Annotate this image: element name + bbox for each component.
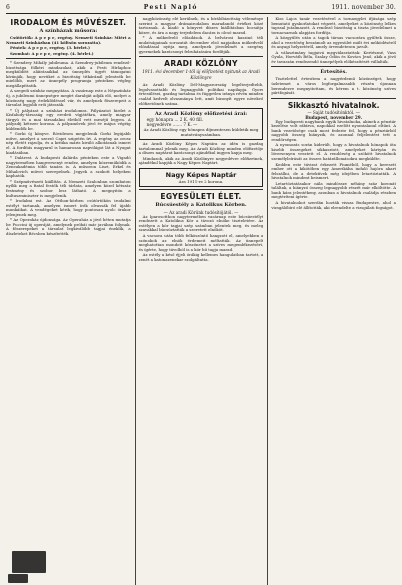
notice-text: Tisztelettel értesítem a nagyérdemű közönséget, hogy üzletemet a város legforgalmasabb részén újonnan berendezve megnyitottam, és kérem a t. közönség szíves pártfogását.	[271, 76, 397, 96]
schedule-line: Csütörtök: A p e p e, regény. Nemzeti Színház: Miért a Nemzeti Színházban (41 költsön sorozatta).	[6, 35, 131, 45]
divider	[6, 58, 131, 59]
column-right	[267, 17, 396, 585]
schedule-line: Szombat: A p e p e, regény. (4. bérlet.)	[10, 50, 94, 56]
price-text: egy hónapra ... 2 K. 40 fill.	[146, 117, 204, 123]
article-paragraph: * Dalárest. A budapesti dalárda pénteken este a Vigadó nagytermében hangversenyt rendez, amelyen közreműködik a Zeneakadémia több tanára is. A műsoron Liszt, Erkel és Mihalovich művei szerepelnek. Jegyek a szokott helyeken kaphatók.	[6, 155, 131, 179]
price-text: negyedévre ....... 7 K. —	[146, 122, 198, 128]
naptar-title: Nagy Képes Naptár	[165, 170, 237, 179]
article-paragraph: Egy budapesti nagybank egyik hivatalnoka, akinek a pénztár kezelése volt rábízva, napokkal ezelőtt nyomtalanul eltűnt. A bank vezetősége csak most fedezte fel, hogy a pénztárból nagyobb összeg hiányzik, és azonnal feljelentést tett a rendőrségen.	[271, 118, 397, 142]
article-paragraph: Az Aradi Közlöny Dél-Magyarország legelterjedtebb, legolvasottabb és legnagyobb politikai napilapja. Gyors értesülései, gazdag tartalma és független iránya révén minden család kedvelt olvasmánya lett, amit bizonyít egyre növekvő előfizetőinek száma.	[138, 82, 264, 106]
subscription-footer: Az Aradi Közlöny egy hónapra díjmentesen küldetik meg mutatványszámban.	[143, 127, 259, 138]
article-paragraph: Kiss Lajos tanár vezetésével a tornaegylet ifjúsága szép bemutató gyakorlatokat végzett, amelyeket a közönség lelkes tapssal jutalmazott. A rendező bizottság a tiszta jövedelmet a tornacsarnok alapjára fordítja.	[271, 17, 397, 35]
article-paragraph: Kedden este távirat érkezett Fiuméből, hogy a keresett ember ott a kikötőben egy Amerikába induló hajóra akart felszállni, de a detektívek még idejében letartóztatták. A hivatalnok mindent beismert.	[271, 161, 397, 181]
subscription-title: Az Aradi Közlöny előfizetési árai:	[154, 111, 248, 118]
running-header	[6, 4, 396, 14]
issue-date: 1911. november 30.	[331, 4, 396, 11]
section-title-irodalom: IRODALOM ÉS MŰVÉSZET.	[10, 18, 127, 27]
section-title-egyesuleti: EGYESÜLETI ÉLET.	[160, 191, 242, 201]
article-paragraph: Mindazok, akik az Aradi Közlönyre negyedévre előfizetnek, ajándékul kapják a Nagy Képes Naptárt.	[138, 155, 264, 166]
subsection-title-szinhazak: A színházak műsora:	[39, 28, 98, 34]
article-paragraph: Az estély a késő éjjeli órákig kellemes hangulatban tartott, a zenét a katonazenekar szolgáltatta.	[138, 252, 264, 262]
divider	[271, 66, 396, 67]
section-title-aradi-kozlony: ARADI KÖZLÖNY	[164, 59, 238, 69]
ink-blot	[12, 551, 46, 573]
sikkasztas-subtitle: — Saját tudósítónktól. —	[307, 109, 360, 115]
article-paragraph: * Új pályázat a színházi irodalomra. Pályázatot hirdet a Kisfaludy-társaság egy eredeti vígjátékra, amely magyar tárgyú és a mai társadalmi életből vett meséjű legyen. A pályadíj kétezer korona. A pályaművek jövő év május végéig küldendők be.	[6, 107, 131, 131]
article-paragraph: A hivatalnokot szerdán hozták vissza Budapestre, ahol a vizsgálóbíró elé állították, aki elrendelte a vizsgálati fogságot.	[271, 199, 397, 210]
article-paragraph: A vacsora után több felköszöntő hangzott el, amelyekben a szónokok az elnök érdemeit méltatták. Az ünnepelt meghatottan mondott köszönetet a szíves megemlékezésért, és ígérte, hogy távolból is a kör hű tagja marad.	[138, 233, 264, 252]
divider	[139, 189, 264, 190]
divider	[271, 98, 396, 99]
subscription-box	[139, 108, 264, 140]
naptar-price: Ára 1911-re 2 korona.	[178, 178, 224, 184]
schedule-line: Péntek: A p e p e, regény. (3. bérlet.)	[10, 45, 90, 51]
article-paragraph: * Szendrey Mihály jubileuma. A Szendrey-jubileum rendező-bizottsága fölkéri mindazokat, akik a Pesti Hírlaphoz megküldött aláírásaikkal az ünneplés ügyét támogatni kívánják, hogy nevüket a bizottság titkáránál jelentsék be mielőbb, mert az ünnepély programja pénteken végleg megállapíttatik.	[6, 60, 131, 88]
column-left	[6, 17, 131, 585]
article-paragraph: Az Iparosotthon nagytermében vasárnap este búcsúestélyt rendezett a Katolikus Kör a távozó elnöke tiszteletére. Az estélyen a kör tagjai szép számban jelentek meg, és meleg szavakkal búcsúztatták a szeretett elnököt.	[138, 213, 264, 233]
article-paragraph: A közgyűlés után a tagok társas vacsorára gyűltek össze, ahol a vezetőség beszámolt az egyesület múlt évi működéséről és anyagi helyzetéről, amely örvendetesen javult.	[271, 35, 397, 50]
notice-title: Értesítés.	[320, 69, 348, 76]
article-paragraph: nagyközönség elé kerülnek, és a bírálóbizottság véleménye szerint a magyar drámairodalom maradandó értékei közé tartoznak. A kiadó a könyvet díszes kiállításban bocsátja közre, és ára a nagy terjedelem dacára is olcsó marad.	[138, 17, 264, 35]
naptar-box	[139, 168, 264, 187]
egyesulet-subtitle: Búcsúestély a Katolikus Körben.	[155, 201, 247, 208]
article-paragraph: * A műkedvelő előadások. A belvárosi kaszinó téli mulatságainak sorozatát december első napjaiban műkedvelő előadással nyitja meg, amelynek jövedelmét a szegény gyermekek karácsonyi felruházására fordítják.	[138, 35, 264, 54]
article-paragraph: A nyomozás során kiderült, hogy a hivatalnok hónapok óta kisebb összegeket sikkasztott, amelyeket kártyán és lóversenyen vesztett el. A rendőrség a szökött hivatalnok személyleírását az összes határállomásokra megküldte.	[271, 142, 397, 162]
article-paragraph: Az Aradi Közlöny Képes Naptára az idén is gazdag tartalommal jelenik meg. Az Aradi Közlöny minden előfizetője a díszes naptárat karácsonyi ajándékul ingyen kapja meg.	[138, 141, 264, 156]
egyesulet-tagline: — Az aradi Körünk tudósítójától. —	[163, 209, 239, 215]
dateline: Budapest, november 29.	[305, 114, 363, 120]
publication-name: Pesti Napló	[143, 4, 198, 11]
page-number: 6	[6, 4, 11, 11]
article-paragraph: A szegedi színház megnyitása. A vasárnap este a Népszínház új, a jubileumi ünnepségre megírt darabját adják elő, melyet a közönség nagy érdeklődéssel vár, és amelynek főszerepeit a társulat legjobb erői játsszák.	[6, 88, 131, 108]
ink-blot	[8, 574, 28, 583]
article-paragraph: * Szépművészeti kiállítás. A Nemzeti Szalonban szombaton nyílik meg a fiatal festők téli tárlata, amelyen közel kétszáz festmény és szobor lesz látható. A megnyitón a kultuszminiszter is megjelenik.	[6, 178, 131, 198]
kozlony-subtitle: 1911. évi december 1-től új előfizetést nyitunk az Aradi Közlönyre	[142, 69, 260, 81]
column-middle	[135, 17, 264, 585]
section-title-sikkasztas: Sikkasztó hivatalnok.	[287, 100, 380, 110]
article-paragraph: A választmány tagjaivá megválasztattak: Kertészné, Vass Gyula, Horváth Béla, Szalay Ödön és Kovács Jenő, akik a jövő év tavaszán rendezendő ünnepélyek előkészítését vállalták.	[271, 49, 397, 64]
columns	[6, 17, 396, 585]
article-paragraph: Letartóztatásakor nála mindössze néhány száz koronát találtak, a hiányzó összeg legnagyobb részét már elköltötte. A bank kára jelentékeny, azonban a hivatalnok családja részben megtéríteni ígérte.	[271, 180, 397, 200]
article-paragraph: * Irodalmi est. Az Otthon-körben csütörtökön irodalmi estélyt tartanak, amelyen ismert írók olvassák fel újabb munkáikat. A vendégeket kérik, hogy pontosan nyolc órakor jelenjenek meg.	[6, 198, 131, 217]
divider	[139, 56, 264, 57]
article-paragraph: * Az Operaház újdonsága. Az Operaház a jövő héten mutatja be Puccini új operáját, amelynek próbái már javában folynak. A főszerepeket a társulat legkiválóbb tagjai éneklik, a díszleteket Bécsben készítették.	[6, 217, 131, 236]
article-paragraph: * Gorki új könyve. Rövidesen megjelenik Gorki legújabb műve, amelyet a szerző Capri szigetén írt. A regény az orosz nép életét rajzolja, és a kritika máris kiváló alkotásnak ismeri el. A fordítás magyarul is hamarosan napvilágot lát a Nyugat kiadásában.	[6, 131, 131, 155]
